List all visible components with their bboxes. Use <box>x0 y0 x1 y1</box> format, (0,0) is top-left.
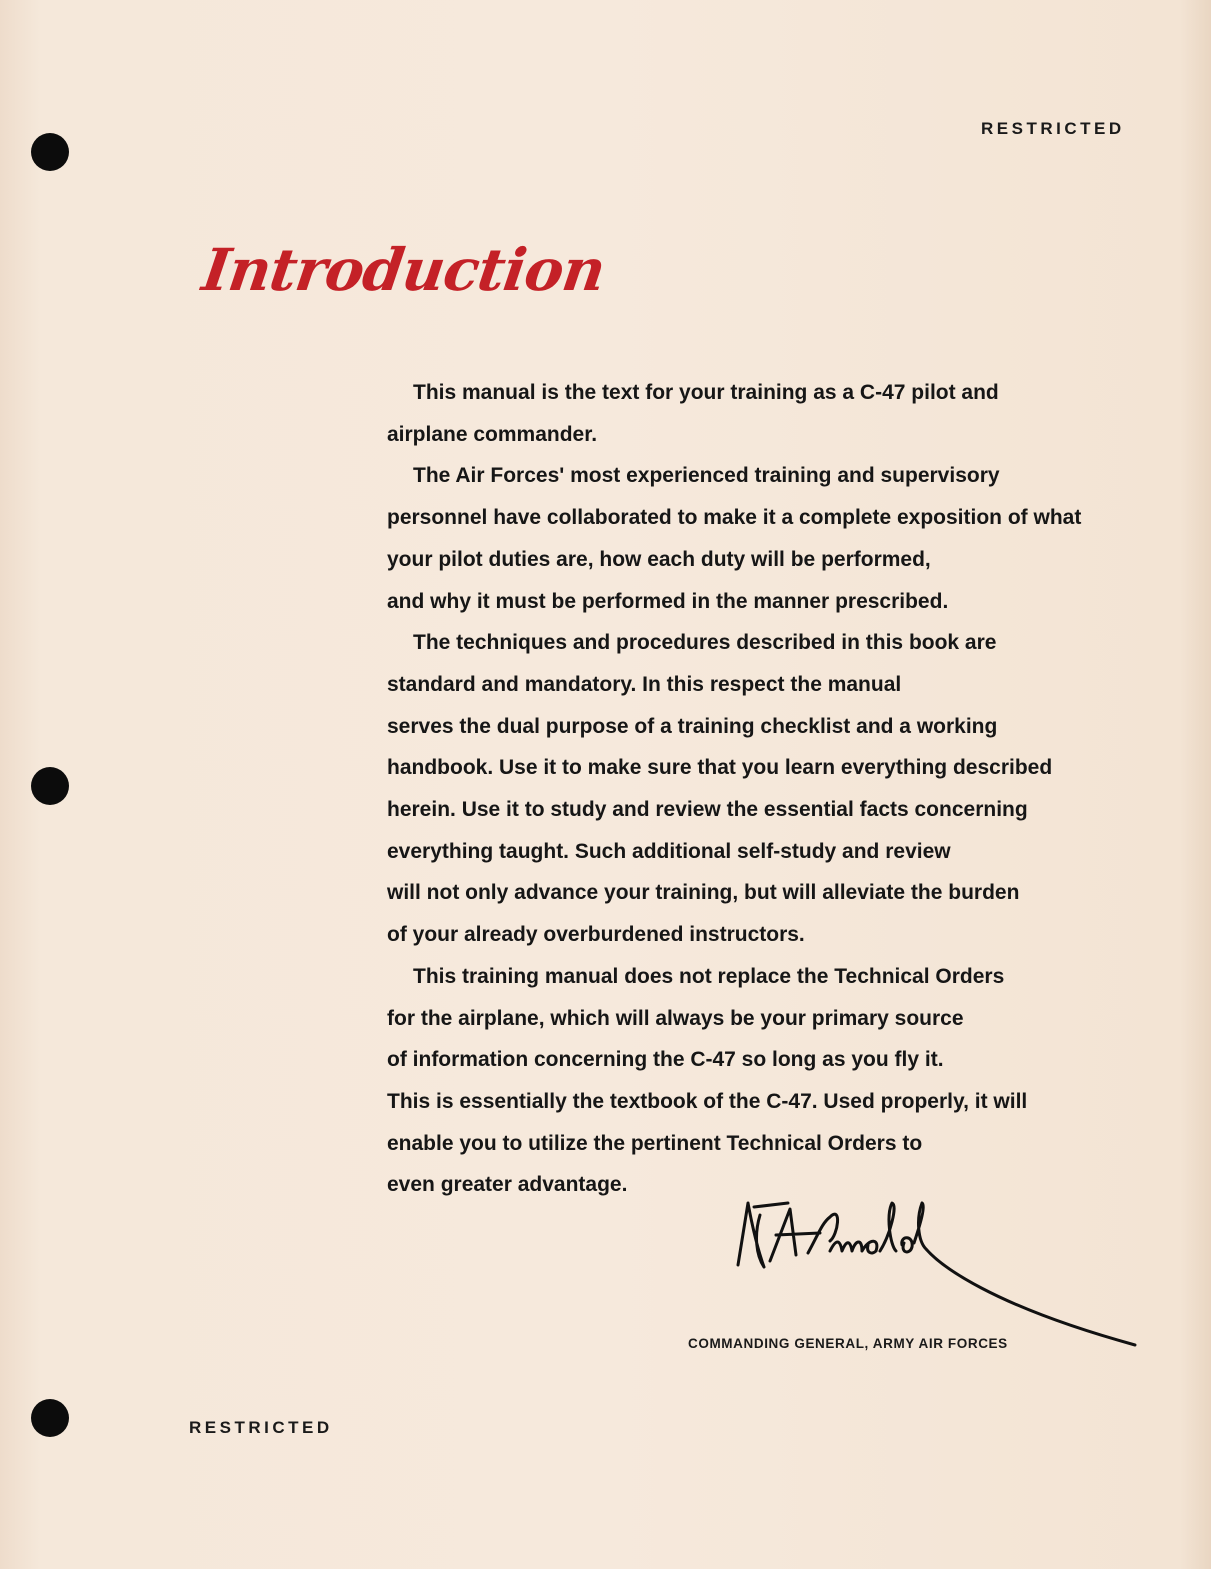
header-classification: RESTRICTED <box>981 119 1125 138</box>
text-line: personnel have collaborated to make it a complete exposition of what <box>387 506 1082 530</box>
paragraph-1 <box>387 372 1127 455</box>
text-line: for the airplane, which will always be your primary source <box>387 1006 964 1030</box>
footer-classification: RESTRICTED <box>189 1418 333 1437</box>
text-line: herein. Use it to study and review the essential facts concerning <box>387 798 1028 822</box>
text-line: This manual is the text for your training as a C-47 pilot and <box>413 381 999 404</box>
binder-hole-top <box>31 133 69 171</box>
text-line: of your already overburdened instructors. <box>387 923 805 947</box>
signatory-title: COMMANDING GENERAL, ARMY AIR FORCES <box>688 1336 1008 1351</box>
text-line: and why it must be performed in the manner prescribed. <box>387 589 949 613</box>
paragraph-2 <box>387 455 1127 622</box>
text-line: even greater advantage. <box>387 1173 628 1197</box>
paragraph-4 <box>387 956 1127 1206</box>
introduction-body <box>387 372 1127 1206</box>
binder-hole-bottom <box>31 1399 69 1437</box>
text-line: The techniques and procedures described in this book are <box>413 631 997 655</box>
signature-image <box>730 1195 1150 1355</box>
text-line: This training manual does not replace the Technical Orders <box>413 964 1005 988</box>
text-line: your pilot duties are, how each duty will be performed, <box>387 547 931 571</box>
text-line: The Air Forces' most experienced training and supervisory <box>413 464 1000 488</box>
text-line: enable you to utilize the pertinent Technical Orders to <box>387 1131 923 1155</box>
paragraph-3 <box>387 622 1127 956</box>
binder-hole-middle <box>31 767 69 805</box>
text-line: handbook. Use it to make sure that you learn everything described <box>387 756 1053 780</box>
text-line: will not only advance your training, but will alleviate the burden <box>387 881 1020 905</box>
text-line: This is essentially the textbook of the C-47. Used properly, it will <box>387 1089 1028 1113</box>
text-line: airplane commander. <box>387 422 598 446</box>
text-line: everything taught. Such additional self-study and review <box>387 839 951 863</box>
page-title: Introduction <box>198 236 609 304</box>
text-line: of information concerning the C-47 so long as you fly it. <box>387 1048 944 1072</box>
text-line: standard and mandatory. In this respect the manual <box>387 672 902 696</box>
text-line: serves the dual purpose of a training checklist and a working <box>387 714 998 738</box>
